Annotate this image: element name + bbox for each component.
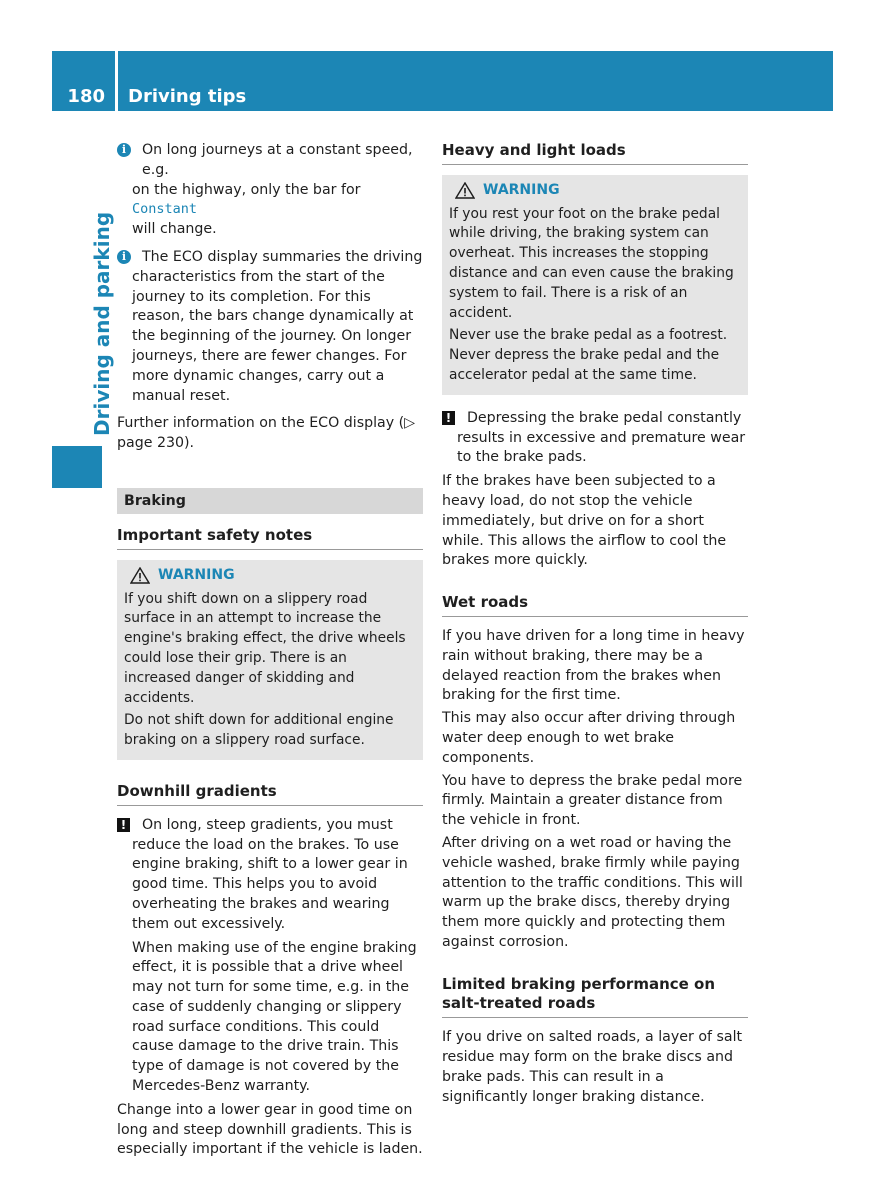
note-text: Depressing the brake pedal constantly results in excessive and premature wear to the brake pads. [457,409,746,466]
subheading-safety: Important safety notes [117,526,423,550]
paragraph: This may also occur after driving through water deep enough to wet brake components. [442,710,736,766]
left-column [117,141,423,1163]
warning-label: WARNING [158,566,235,583]
further-info: Further information on the ECO display (▷ page 230). [117,415,416,452]
page-title: Driving tips [128,86,247,108]
info-note [117,141,423,240]
sidebar-label: Driving and parking [90,211,114,436]
note-text: The ECO display summaries the driving characteristics from the start of the journey to its completion. For this reason, the bars change dynamically at the beginning of the journey. On longer journeys, there are fewer changes. For more dynamic changes, carry out a manual reset. [132,248,423,404]
page-header [52,51,833,111]
constant-term: Constant [132,201,198,218]
info-icon: i [117,250,131,264]
warning-text: If you shift down on a slippery road surface in an attempt to increase the engine's braking effect, the drive wheels could lose their grip. There is an increased danger of skidding and accidents. [124,590,406,706]
right-column [442,141,748,1110]
subheading-downhill: Downhill gradients [117,782,423,806]
paragraph: If you drive on salted roads, a layer of salt residue may form on the brake discs and brake pads. This can result in a significantly longer braking distance. [442,1029,743,1105]
warning-box [442,175,748,395]
paragraph: You have to depress the brake pedal more firmly. Maintain a greater distance from the vehicle in front. [442,772,743,829]
subheading-wet-roads: Wet roads [442,593,748,617]
warning-header [449,181,741,201]
paragraph: Change into a lower gear in good time on long and steep downhill gradients. This is especially important if the vehicle is laden. [117,1101,423,1158]
warning-text: If you rest your foot on the brake pedal while driving, the braking system can overheat. This increases the stopping distance and can even cause the braking system to fail. There is a risk of an accident. [449,205,734,321]
note-line: will change. [132,221,217,238]
note-line [132,181,423,221]
caution-note [117,816,423,1097]
note-text: When making use of the engine braking effect, it is possible that a drive wheel may not turn for some time, e.g. in the case of suddenly changing or slippery road surface conditions. This could cause damage to the drive train. This type of damage is not covered by the Mercedes-Benz warranty. [132,939,417,1095]
caution-note [442,409,748,468]
title-box [118,51,833,111]
subheading-loads: Heavy and light loads [442,141,748,165]
exclamation-icon: ! [117,818,130,832]
subheading-salt-roads: Limited braking performance on salt-treated roads [442,975,748,1019]
warning-box [117,560,423,760]
info-icon: i [117,143,131,157]
page-number: 180 [67,86,105,108]
warning-triangle-icon [130,567,150,584]
page-number-box [52,51,115,111]
paragraph: If the brakes have been subjected to a heavy load, do not stop the vehicle immediately, but drive on for a short while. This allows the airflow to cool the brakes more quickly. [442,473,727,569]
paragraph: After driving on a wet road or having the vehicle washed, brake firmly while paying attention to the traffic conditions. This will warm up the brake discs, thereby drying them more quickly and protecting them against corrosion. [442,834,743,950]
sidebar-tab [52,446,102,488]
info-note [117,248,423,406]
warning-triangle-icon [455,182,475,199]
section-heading-braking: Braking [117,488,423,514]
paragraph: If you have driven for a long time in heavy rain without braking, there may be a delayed reaction from the brakes when braking for the first time. [442,627,745,704]
exclamation-icon: ! [442,411,455,425]
note-line: On long journeys at a constant speed, e.g. [142,142,413,178]
note-text: on the highway, only the bar for [132,181,361,198]
warning-text: Do not shift down for additional engine braking on a slippery road surface. [124,712,394,749]
warning-text: Never use the brake pedal as a footrest. Never depress the brake pedal and the accelerator pedal at the same time. [449,327,728,383]
warning-label: WARNING [483,181,560,198]
note-text: On long, steep gradients, you must reduce the load on the brakes. To use engine braking, shift to a lower gear in good time. This helps you to avoid overheating the brakes and wearing them out excessively. [132,816,408,932]
warning-header [124,566,416,586]
